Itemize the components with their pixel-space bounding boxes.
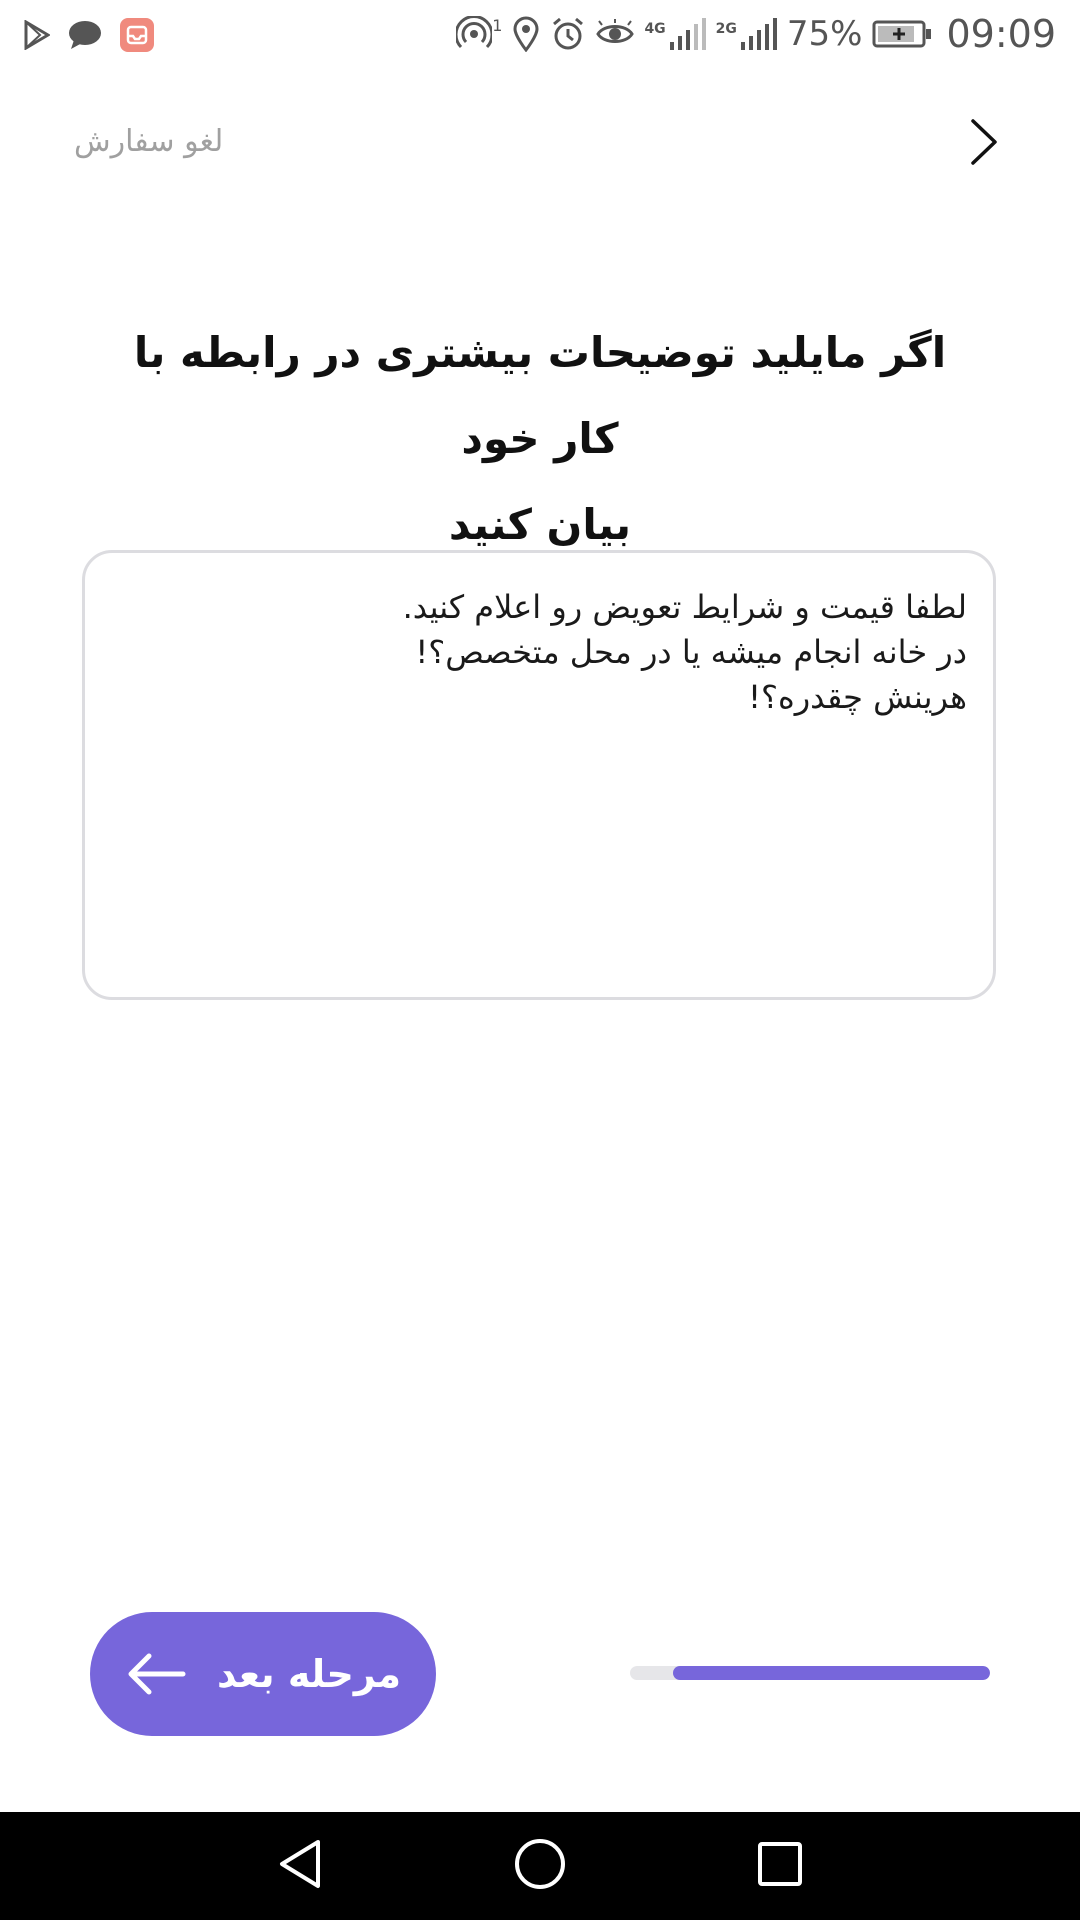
hotspot-icon [456, 16, 502, 52]
inbox-app-icon [120, 18, 154, 52]
alarm-icon [550, 16, 586, 52]
header [0, 90, 1080, 200]
network-type-1: 4G [644, 21, 666, 37]
battery-percent: 75% [786, 14, 863, 54]
progress-bar-fill [673, 1666, 990, 1680]
recents-square-icon [756, 1840, 804, 1892]
location-icon [512, 16, 540, 52]
hotspot-count: 1 [492, 16, 503, 35]
status-bar-notifications [24, 18, 154, 52]
page-title [100, 310, 980, 568]
clock: 09:09 [946, 12, 1056, 56]
next-step-label: مرحله بعد [216, 1652, 401, 1696]
nav-back-button[interactable] [272, 1838, 328, 1894]
battery-charging-icon [872, 19, 932, 49]
progress-bar [630, 1666, 990, 1680]
eye-icon [596, 19, 634, 49]
status-bar [0, 0, 1080, 72]
signal-2g-icon [716, 18, 777, 50]
page-title-line-1: اگر مایلید توضیحات بیشتری در رابطه با کار خود [133, 328, 947, 463]
home-circle-icon [513, 1837, 567, 1895]
next-step-button[interactable] [90, 1612, 436, 1736]
signal-4g-icon [644, 18, 705, 50]
nav-home-button[interactable] [512, 1838, 568, 1894]
description-textarea[interactable]: لطفا قیمت و شرایط تعویض رو اعلام کنید. در خانه انجام میشه یا در محل متخصص؟! هرینش چقدره؟! [82, 550, 996, 1000]
chat-icon [68, 20, 102, 50]
back-button[interactable] [958, 118, 1010, 170]
nav-recents-button[interactable] [752, 1838, 808, 1894]
back-triangle-icon [276, 1838, 324, 1894]
network-type-2: 2G [715, 21, 737, 37]
arrow-left-icon [125, 1652, 187, 1696]
play-store-icon [24, 20, 50, 50]
status-bar-system [456, 12, 1056, 56]
page-title-line-2: بیان کنید [448, 500, 632, 549]
chevron-right-icon [969, 118, 999, 170]
cancel-order-link[interactable]: لغو سفارش [74, 124, 224, 159]
navigation-bar [0, 1812, 1080, 1920]
